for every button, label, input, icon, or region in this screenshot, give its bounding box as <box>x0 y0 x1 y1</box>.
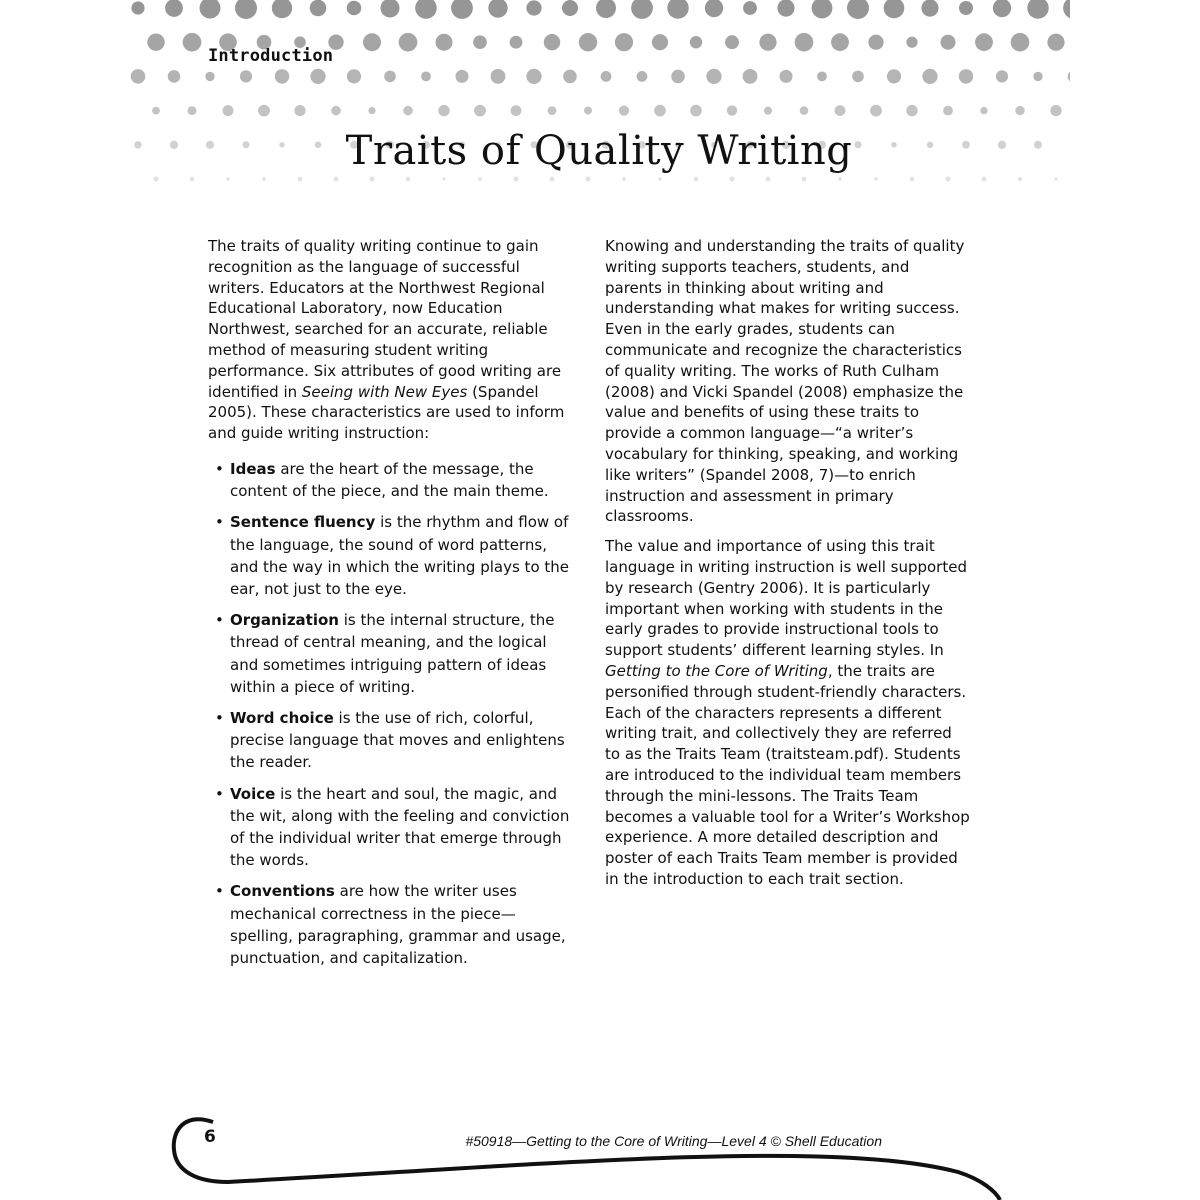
halftone-dot <box>478 177 482 181</box>
halftone-dot <box>766 177 771 182</box>
halftone-dot <box>946 177 951 182</box>
halftone-dot <box>654 105 666 117</box>
halftone-dot <box>370 177 375 182</box>
halftone-dot <box>619 106 629 116</box>
halftone-dot <box>584 107 592 115</box>
halftone-dot <box>982 177 987 182</box>
halftone-dot <box>200 0 221 19</box>
halftone-dot <box>275 69 289 83</box>
halftone-dot <box>615 33 633 51</box>
book-title: Seeing with New Eyes <box>301 382 468 401</box>
halftone-dot <box>526 69 541 84</box>
halftone-dot <box>514 177 519 182</box>
halftone-dot <box>399 33 418 52</box>
halftone-dot <box>1047 34 1064 51</box>
halftone-dot <box>262 177 266 181</box>
traits-list <box>208 458 574 969</box>
halftone-dot <box>993 0 1011 17</box>
halftone-dot <box>906 37 917 48</box>
halftone-dot <box>1054 177 1057 180</box>
list-item: • Voice is the heart and soul, the magic, and the wit, along with the feeling and conviction of the individual writer that emerge through the words. <box>228 783 574 872</box>
list-item: • Organization is the internal structure, the thread of central meaning, and the logical and sometimes intriguing pattern of ideas within a piece of writing. <box>228 609 574 698</box>
halftone-dot <box>847 0 869 19</box>
halftone-dot <box>563 70 577 84</box>
halftone-dot <box>1015 106 1024 115</box>
halftone-dot <box>980 107 987 114</box>
halftone-dot <box>874 177 878 181</box>
halftone-dot <box>510 36 523 49</box>
halftone-dot-pattern <box>128 0 1070 240</box>
halftone-dot <box>906 105 917 116</box>
halftone-dot <box>131 1 144 14</box>
halftone-dot <box>1018 177 1022 181</box>
halftone-dot <box>152 107 160 115</box>
halftone-dot <box>334 177 339 182</box>
page-number: 6 <box>204 1127 216 1147</box>
halftone-dot <box>258 105 270 117</box>
list-item: • Conventions are how the writer uses mechanical correctness in the piece—spelling, paragraphing, grammar and usage, punctuation, and capitalization. <box>228 880 574 969</box>
halftone-dot <box>622 177 626 181</box>
halftone-dot <box>959 69 973 83</box>
right-column <box>605 236 971 899</box>
halftone-dot <box>690 36 702 48</box>
halftone-dot <box>451 0 473 19</box>
halftone-dot <box>780 70 793 83</box>
halftone-dot <box>294 105 305 116</box>
halftone-dot <box>168 70 181 83</box>
halftone-dot <box>488 0 507 18</box>
book-title: Getting to the Core of Writing <box>605 661 828 680</box>
halftone-dot <box>421 72 431 82</box>
halftone-dot <box>887 69 901 83</box>
halftone-dot <box>975 33 993 51</box>
halftone-dot <box>298 177 303 182</box>
halftone-dot <box>562 0 578 16</box>
footer-citation: #50918—Getting to the Core of Writing—Level 4 © Shell Education <box>465 1133 882 1149</box>
halftone-dot <box>205 72 214 81</box>
halftone-dot <box>658 177 661 180</box>
halftone-dot <box>667 0 688 19</box>
halftone-dot <box>831 33 849 51</box>
halftone-dot <box>694 177 698 181</box>
list-item: • Sentence fluency is the rhythm and flow of the language, the sound of word patterns, and the way in which the writing plays to the ear, not just to the eye. <box>228 511 574 600</box>
halftone-dot <box>406 177 410 181</box>
halftone-dot <box>226 177 229 180</box>
halftone-dot <box>544 34 560 50</box>
halftone-dot <box>223 105 234 116</box>
halftone-dot <box>730 177 735 182</box>
halftone-dot <box>550 177 555 182</box>
paragraph-traits-support: Knowing and understanding the traits of quality writing supports teachers, students, and parents in thinking about writing and understanding what makes for writing success. Even in the early grades, students can communicate and recognize the characteristics of quality writing. The works of Ruth Culham (2008) and Vicki Spandel (2008) emphasize the value and benefits of using these traits to provide a common language—“a writer’s vocabulary for thinking, speaking, and working like writers” (Spandel 2008, 7)—to enrich instruction and assessment in primary classrooms. <box>605 237 965 526</box>
halftone-dot <box>240 70 252 82</box>
halftone-dot <box>601 71 612 82</box>
halftone-dot <box>1050 105 1061 116</box>
halftone-dot <box>1063 0 1070 19</box>
intro-paragraph: The traits of quality writing continue to gain recognition as the language of successful writers. Educators at the Northwest Regional Educational Laboratory, now Education Northwest, searched for an accurate, reliable method of measuring student writing performance. Six attributes of good writing are identified in Seeing with New Eyes (Spandel 2005). These characteristics are used to inform and guide writing instruction: <box>208 237 565 443</box>
halftone-dot <box>1027 0 1048 19</box>
paragraph-traits-team: The value and importance of using this trait language in writing instruction is well supported by research (Gentry 2006). It is particularly important when working with students in the early grades to provide instructional tools to support students’ different learning styles. In Getting to the Core of Writing, the traits are personified through student-friendly characters. Each of the characters represents a different writing trait, and collectively they are referred to as the Traits Team (traitsteam.pdf). Students are introduced to the individual team members through the mini-lessons. The Traits Team becomes a valuable tool for a Writer’s Workshop experience. A more detailed description and poster of each Traits Team member is provided in the introduction to each trait section. <box>605 537 970 888</box>
halftone-dot <box>511 105 522 116</box>
halftone-dot <box>165 0 183 17</box>
halftone-dot <box>817 72 827 82</box>
halftone-dot <box>403 106 413 116</box>
halftone-dot <box>1033 72 1042 81</box>
halftone-dot <box>941 35 956 50</box>
halftone-dot <box>596 0 616 18</box>
halftone-dot <box>631 0 653 19</box>
halftone-dot <box>347 69 361 83</box>
footer-swoosh <box>128 1060 1070 1200</box>
halftone-dot <box>586 177 591 182</box>
halftone-dot <box>884 0 905 18</box>
halftone-dot <box>996 70 1008 82</box>
halftone-dot <box>943 106 953 116</box>
halftone-dot <box>1068 70 1070 83</box>
halftone-dot <box>802 177 807 182</box>
halftone-dot <box>652 34 668 50</box>
halftone-dot <box>812 0 833 18</box>
halftone-dot <box>959 1 973 15</box>
left-column <box>208 236 574 978</box>
halftone-dot <box>473 35 487 49</box>
list-item: • Ideas are the heart of the message, the content of the piece, and the main theme. <box>228 458 574 502</box>
halftone-dot <box>910 177 915 182</box>
halftone-dot <box>384 71 396 83</box>
halftone-dot <box>868 35 883 50</box>
halftone-dot <box>725 35 739 49</box>
halftone-dot <box>443 178 446 181</box>
halftone-dot <box>415 0 437 19</box>
halftone-dot <box>852 71 864 83</box>
halftone-dot <box>331 106 341 116</box>
halftone-dot <box>347 1 362 16</box>
halftone-dot <box>921 0 938 17</box>
document-page <box>128 0 1070 1200</box>
halftone-dot <box>548 106 557 115</box>
page-title: Traits of Quality Writing <box>345 128 853 174</box>
halftone-dot <box>671 70 685 84</box>
halftone-dot <box>526 0 541 15</box>
halftone-dot <box>579 33 597 51</box>
halftone-dot <box>436 34 453 51</box>
halftone-dot <box>795 33 814 52</box>
halftone-dot <box>190 177 194 181</box>
halftone-dot <box>690 105 702 117</box>
halftone-dot <box>838 177 842 181</box>
halftone-dot <box>800 106 809 115</box>
halftone-dot <box>727 105 737 115</box>
halftone-dot <box>777 0 794 17</box>
halftone-dot <box>491 69 506 84</box>
halftone-dot <box>147 34 164 51</box>
halftone-dot <box>272 0 292 18</box>
halftone-dot <box>131 69 146 84</box>
halftone-dot <box>705 0 723 17</box>
halftone-dot <box>363 33 381 51</box>
halftone-dot <box>438 105 449 116</box>
halftone-dot <box>922 69 937 84</box>
halftone-dot <box>474 105 486 117</box>
halftone-dot <box>456 70 469 83</box>
halftone-dot <box>1011 33 1030 52</box>
halftone-dot <box>743 1 757 15</box>
halftone-dot <box>381 0 400 18</box>
halftone-dot <box>235 0 257 19</box>
halftone-dot <box>759 34 776 51</box>
halftone-dot <box>154 177 159 182</box>
section-label: Introduction <box>208 46 334 66</box>
halftone-dot <box>310 0 327 16</box>
halftone-dot <box>706 69 721 84</box>
halftone-dot <box>188 106 197 115</box>
halftone-dot <box>183 33 202 52</box>
halftone-dot <box>368 107 375 114</box>
halftone-dot <box>870 105 882 117</box>
halftone-dot <box>743 69 758 84</box>
halftone-dot <box>310 69 325 84</box>
list-item: • Word choice is the use of rich, colorful, precise language that moves and enlightens the reader. <box>228 707 574 774</box>
halftone-dot <box>835 105 846 116</box>
halftone-dot <box>764 107 772 115</box>
halftone-dot <box>637 71 648 82</box>
